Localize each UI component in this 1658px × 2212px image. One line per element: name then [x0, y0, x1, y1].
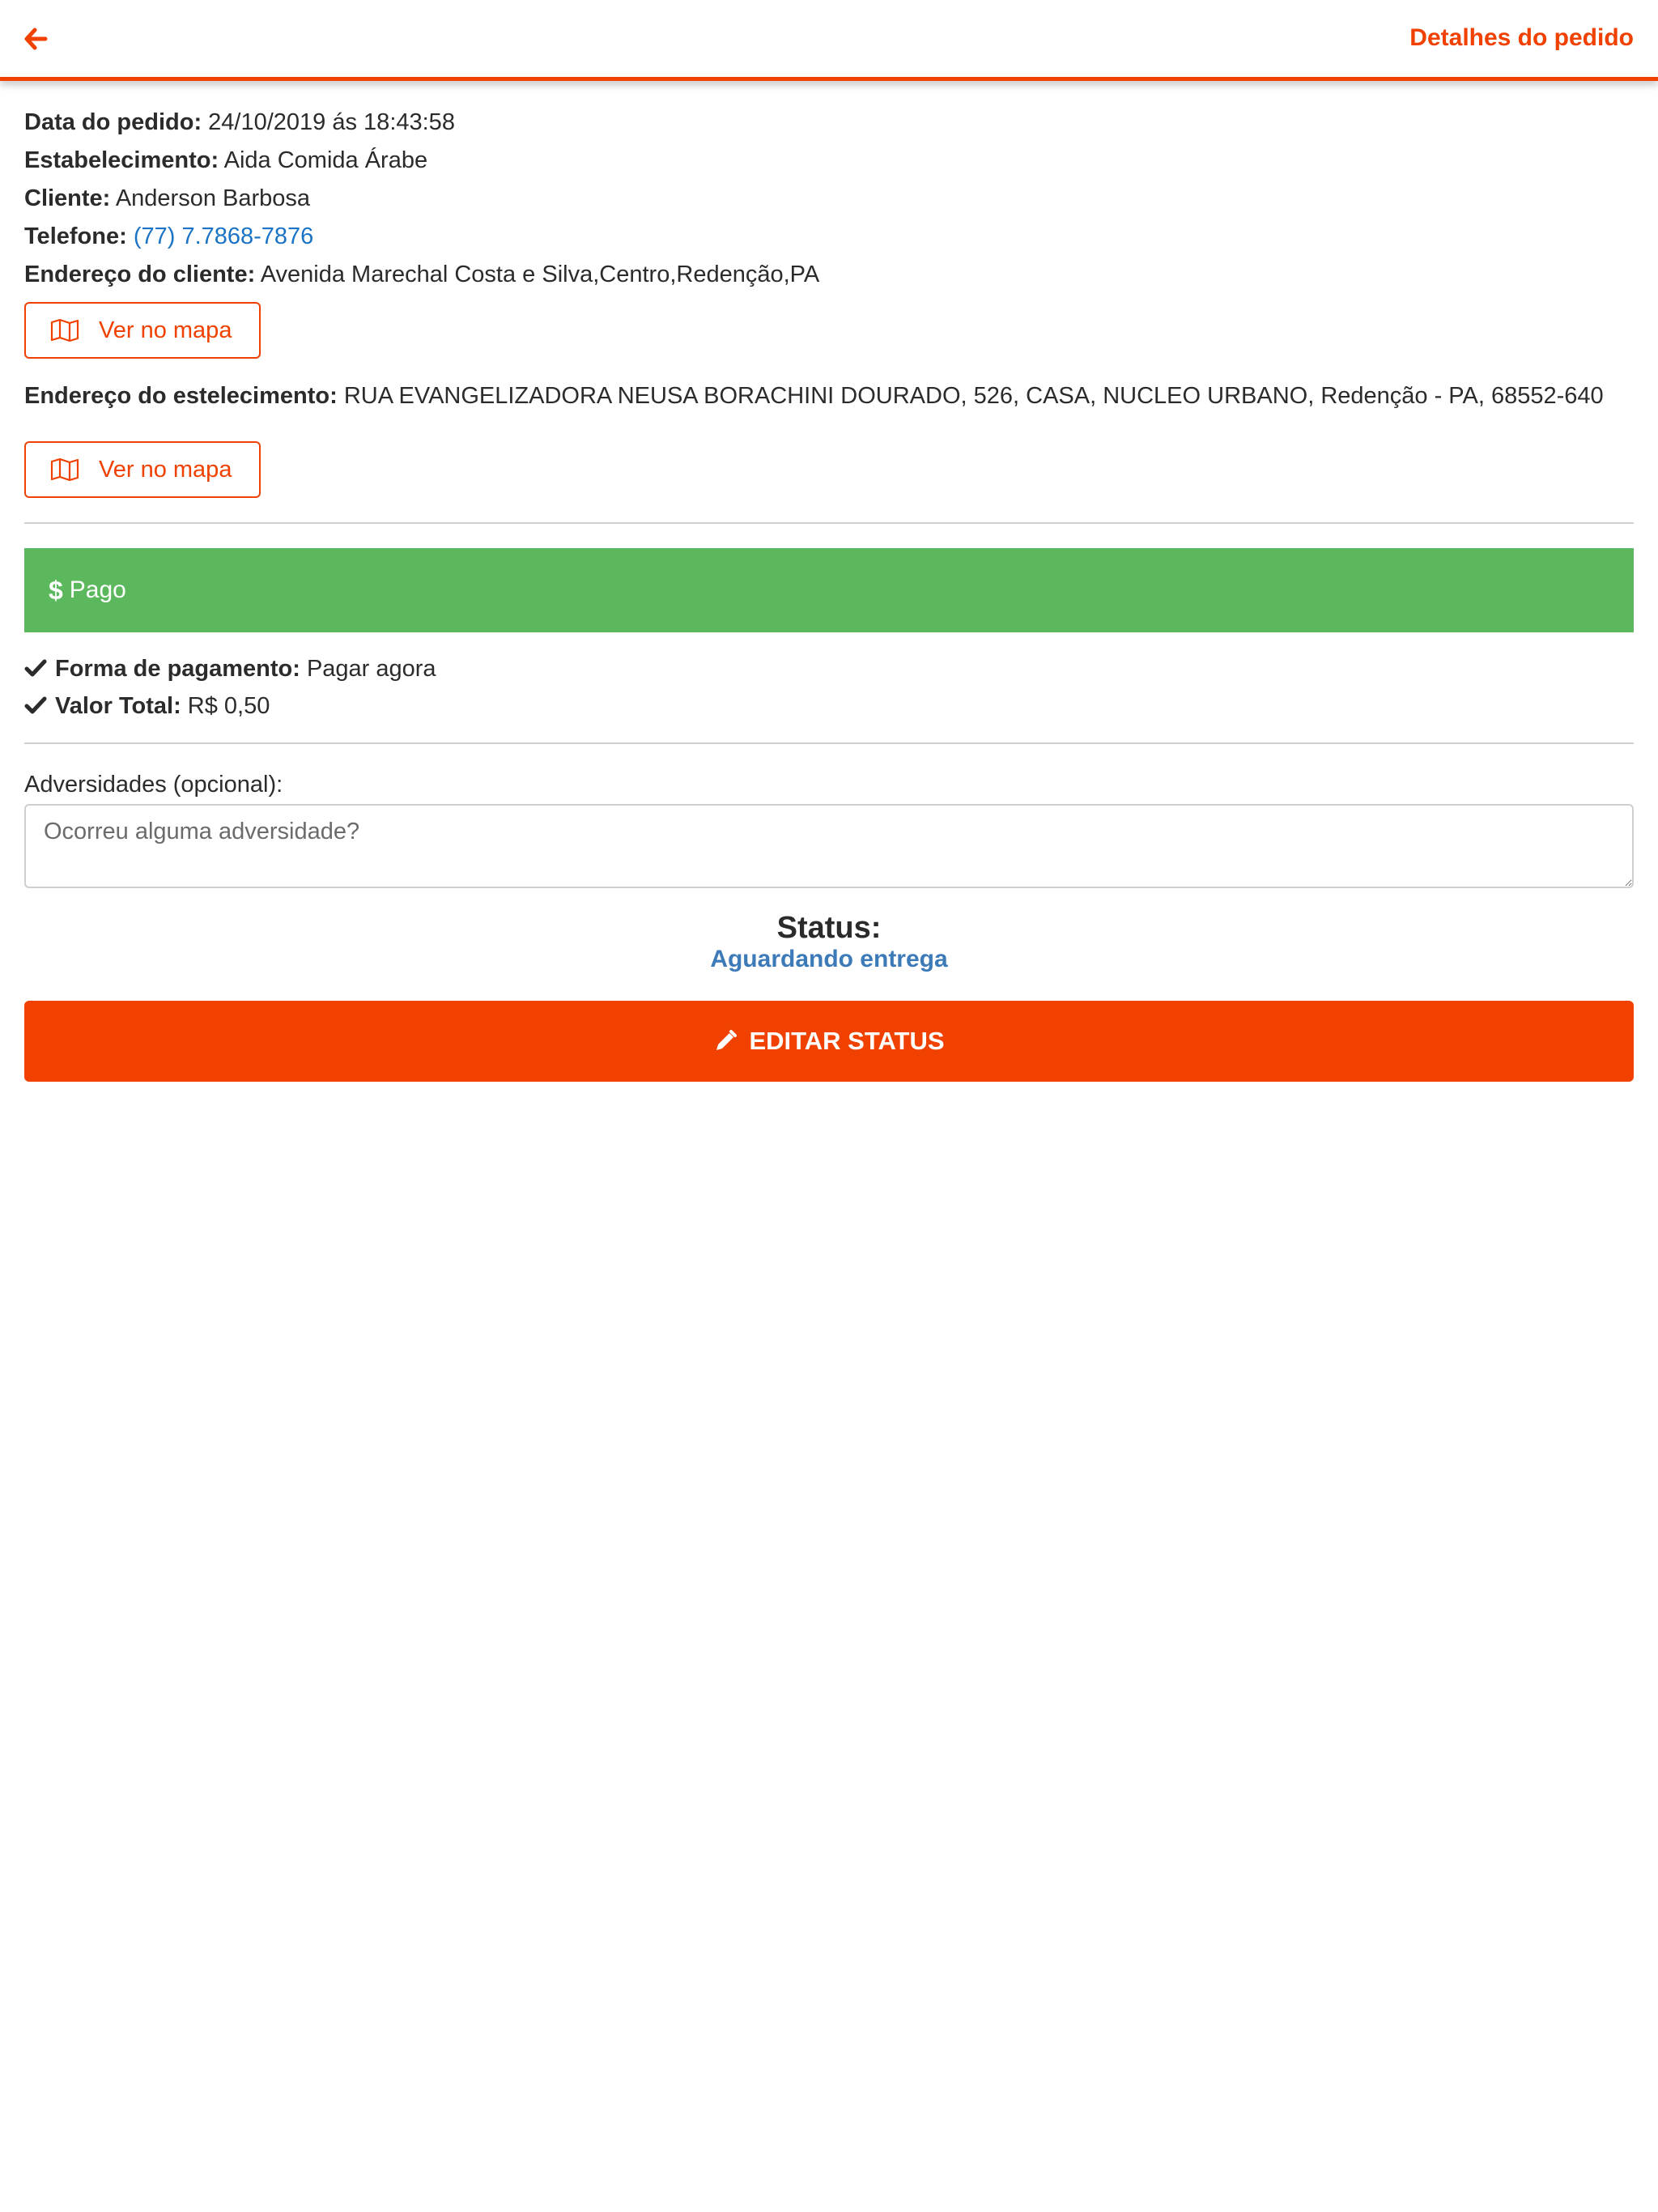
client-address-row: [24, 256, 1634, 294]
order-date-label: Data do pedido:: [24, 109, 202, 135]
payment-method-value: Pagar agora: [306, 656, 436, 682]
payment-method-row: [24, 650, 1634, 687]
back-button[interactable]: [18, 23, 53, 58]
client-map-button-label: Ver no mapa: [99, 317, 232, 343]
payment-method-label: Forma de pagamento:: [55, 656, 300, 682]
establishment-map-button[interactable]: [24, 441, 261, 498]
client-label: Cliente:: [24, 185, 111, 211]
phone-link[interactable]: (77) 7.7868-7876: [133, 223, 314, 249]
map-icon: [50, 457, 79, 482]
client-row: [24, 180, 1634, 218]
arrow-left-icon: [23, 28, 48, 54]
payment-status-banner: [24, 548, 1634, 632]
check-icon: [24, 696, 49, 717]
establishment-label: Estabelecimento:: [24, 147, 219, 173]
order-date-row: [24, 104, 1634, 142]
establishment-address-value: RUA EVANGELIZADORA NEUSA BORACHINI DOURADO, 526, CASA, NUCLEO URBANO, Redenção - PA, 68552-640: [343, 383, 1604, 409]
total-value-row: [24, 687, 1634, 725]
client-map-button[interactable]: [24, 302, 261, 359]
payment-status-text: Pago: [69, 576, 126, 603]
check-icon: [24, 658, 49, 679]
status-value: Aguardando entrega: [710, 946, 948, 972]
establishment-address-label: Endereço do estelecimento:: [24, 383, 338, 409]
dollar-icon: $: [49, 575, 63, 605]
page-title: Detalhes do pedido: [1409, 24, 1634, 51]
client-value: Anderson Barbosa: [115, 185, 311, 211]
adversities-textarea[interactable]: [24, 804, 1634, 888]
establishment-row: [24, 142, 1634, 180]
client-address-label: Endereço do cliente:: [24, 262, 256, 287]
establishment-value: Aida Comida Árabe: [223, 147, 428, 173]
order-details: [24, 104, 1634, 1082]
edit-status-button-label: EDITAR STATUS: [749, 1027, 945, 1055]
adversities-label: Adversidades (opcional):: [24, 772, 283, 798]
phone-label: Telefone:: [24, 223, 127, 249]
total-value-label: Valor Total:: [55, 693, 181, 719]
app-header: [0, 0, 1658, 81]
establishment-map-button-label: Ver no mapa: [99, 456, 232, 483]
order-date-value: 24/10/2019 ás 18:43:58: [208, 109, 455, 135]
map-icon: [50, 318, 79, 342]
client-address-value: Avenida Marechal Costa e Silva,Centro,Redenção,PA: [260, 262, 820, 287]
pencil-icon: [713, 1029, 738, 1053]
phone-row: [24, 218, 1634, 256]
status-title: Status:: [776, 911, 882, 945]
total-value-amount: R$ 0,50: [187, 693, 270, 719]
edit-status-button[interactable]: [24, 1001, 1634, 1082]
establishment-address-row: [24, 383, 1634, 409]
